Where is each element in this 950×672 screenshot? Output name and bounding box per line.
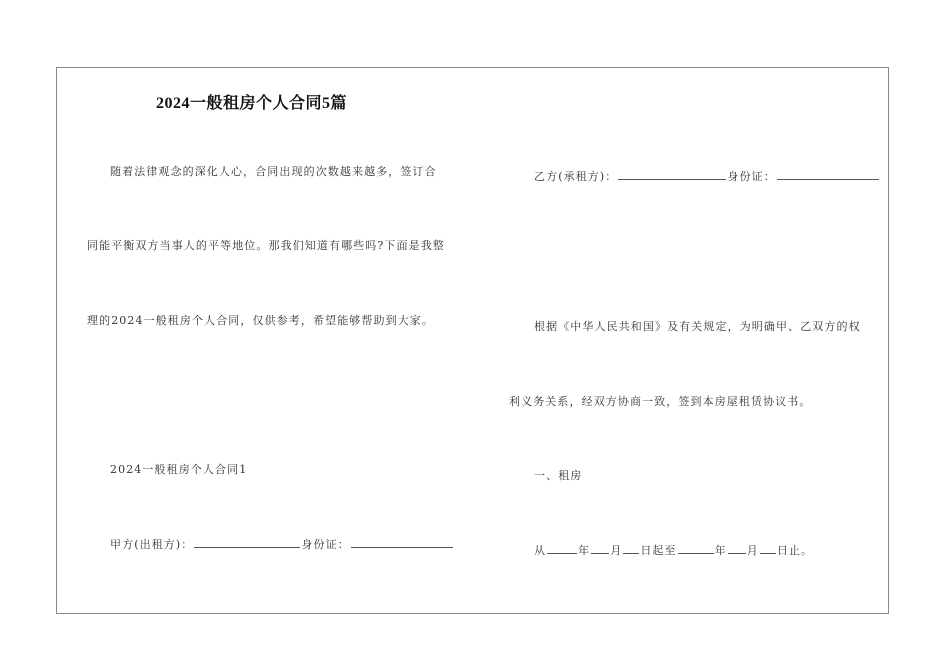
month-label-2: 月: [746, 544, 759, 557]
party-b-line: [534, 168, 880, 184]
id-label-a: 身份证：: [301, 538, 350, 551]
intro-line-2: 同能平衡双方当事人的平等地位。那我们知道有哪些吗?下面是我整: [87, 239, 445, 252]
start-day-blank: [623, 542, 639, 554]
party-a-name-blank: [194, 536, 300, 548]
party-a-label: 甲方(出租方)：: [110, 538, 194, 551]
law-line-1: 根据《中华人民共和国》及有关规定，为明确甲、乙双方的权: [534, 320, 861, 333]
intro-line-1: 随着法律观念的深化人心，合同出现的次数越来越多，签订合: [110, 165, 437, 178]
end-day-blank: [760, 542, 776, 554]
party-b-id-blank: [777, 168, 879, 180]
year-label-2: 年: [714, 544, 727, 557]
date-from-label: 从: [534, 544, 547, 557]
start-year-blank: [547, 542, 577, 554]
party-b-label: 乙方(承租方)：: [534, 170, 618, 183]
party-b-name-blank: [618, 168, 726, 180]
document-title: 2024一般租房个人合同5篇: [156, 95, 348, 112]
year-label-1: 年: [578, 544, 591, 557]
law-line-2: 利义务关系，经双方协商一致，签到本房屋租赁协议书。: [509, 395, 812, 408]
end-year-blank: [678, 542, 714, 554]
page-frame: [56, 67, 889, 614]
end-month-blank: [728, 542, 746, 554]
lease-period-line: [534, 542, 813, 558]
month-label-1: 月: [610, 544, 623, 557]
party-a-line: [110, 536, 454, 552]
day-start-label: 日起至: [640, 544, 677, 557]
party-a-id-blank: [351, 536, 453, 548]
id-label-b: 身份证：: [727, 170, 776, 183]
start-month-blank: [591, 542, 609, 554]
intro-line-3: 理的2024一般租房个人合同，仅供参考，希望能够帮助到大家。: [87, 314, 434, 327]
clause-1-heading: 一、租房: [534, 469, 583, 482]
section-heading: 2024一般租房个人合同1: [110, 463, 248, 476]
day-end-label: 日止。: [776, 544, 814, 557]
